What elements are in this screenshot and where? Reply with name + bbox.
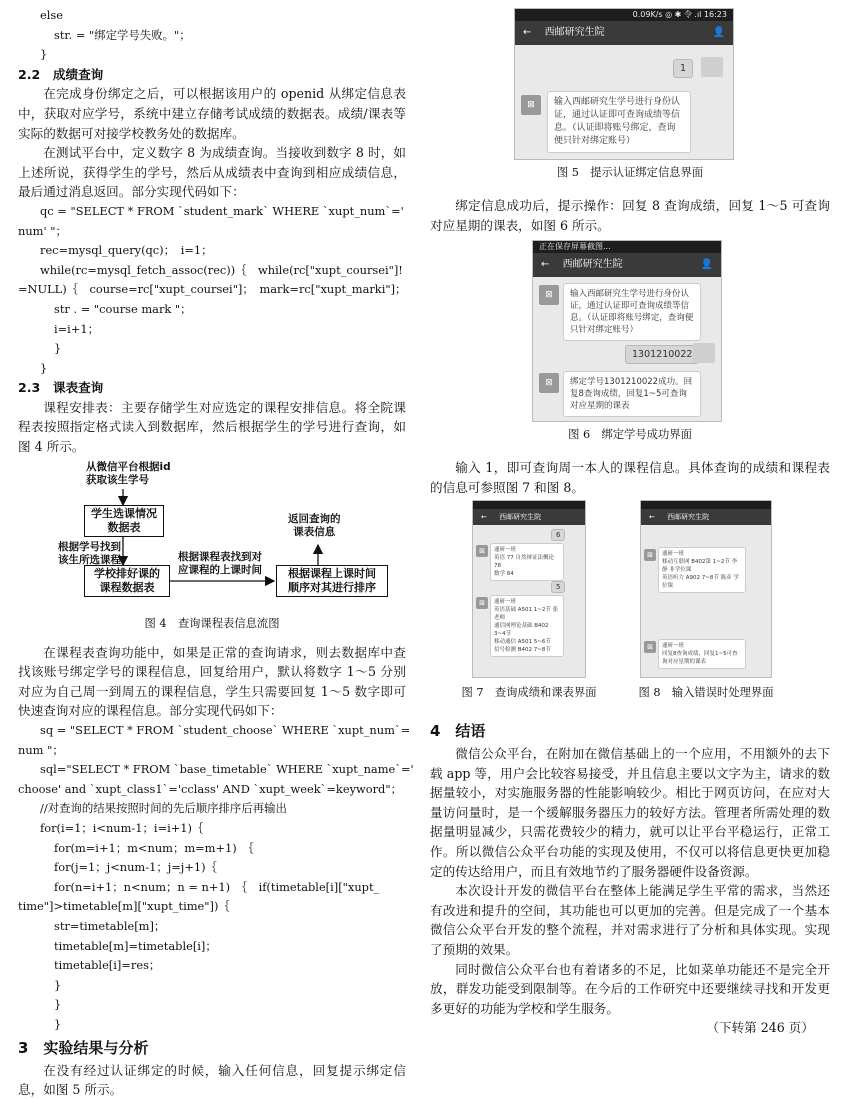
chat-title-bar <box>515 21 733 45</box>
paragraph: 绑定信息成功后，提示操作：回复 8 查询成绩，回复 1～5 可查询对应星期的课表，如图 6 所示。 <box>430 198 830 233</box>
code-line: i=i+1； <box>54 321 100 336</box>
figure-4-caption: 图 4 查询课程表信息流图 <box>144 616 280 630</box>
paragraph: 同时微信公众平台也有着诸多的不足，比如菜单功能还不是完全开放，群发功能受到限制等。在今后的工作研究中还要继续寻找和开发更多更好的功能为学校和学生服务。 <box>430 961 830 1016</box>
code-line: } <box>54 341 62 356</box>
bot-reply: 通研一班 英语基础 A501 1~2节 张老师 通信网理论基础 B402 3~4节 移动通信 A501 5~6节 信号检测 B402 7~8节 <box>490 595 564 657</box>
paragraph: 本次设计开发的微信平台在整体上能满足学生平常的需求，当然还有改进和提升的空间，其功能也可以更加的完善。但是完成了一个基本微信公众平台开发的整个流程，并对需求进行了分析和具体实现。实现了预期的效果。 <box>430 883 830 957</box>
bot-avatar-icon: ⊠ <box>476 545 488 557</box>
code-line: sql="SELECT * FROM `base_timetable` WHERE `xupt_name`=' <box>40 762 414 777</box>
chat-title: 西邮研究生院 <box>499 513 542 521</box>
status-bar <box>473 501 585 509</box>
bot-avatar-icon: ⊠ <box>644 641 656 653</box>
my-avatar <box>693 343 715 363</box>
chat-title-bar <box>641 509 771 525</box>
flow-label-left: 根据学号找到 该生所选课程 <box>58 540 121 566</box>
back-arrow-icon: ← <box>523 27 532 38</box>
code-line: } <box>54 977 62 992</box>
bot-avatar-icon: ⊠ <box>539 373 559 393</box>
code-line: } <box>54 997 62 1012</box>
status-bar: 正在保存屏幕截图... <box>533 241 721 253</box>
paragraph: 在课程表查询功能中，如果是正常的查询请求，则去数据库中查找该账号绑定学号的课程信息，回复给用户，默认将数字 1～5 分别对应为自己周一到周五的课程信息，学生只需要回复 1～5 数字即可快速查询对应的课程信息。部分实现代码如下： <box>18 644 406 719</box>
my-message: 1 <box>673 59 693 78</box>
code-line: } <box>54 1016 62 1031</box>
paragraph: 在没有经过认证绑定的时候，输入任何信息，回复提示绑定信息，如图 5 所示。 <box>18 1062 406 1098</box>
code-line: choose' and `xupt_class1`='cclass' AND `xupt_week`=keyword"； <box>18 781 402 796</box>
section-heading-3: 3 实验结果与分析 <box>18 1038 149 1057</box>
code-line: timetable[i]=res； <box>54 958 161 973</box>
flow-label-top: 从微信平台根据id 获取该生学号 <box>86 460 171 486</box>
bot-reply: 通研一班 移动互联网 B402第 1~2节 李静 非学位课 英语听力 A902 7~8节 陈彦 学位课 <box>658 547 746 593</box>
code-line: timetable[m]=timetable[i]； <box>54 938 217 953</box>
bot-avatar-icon: ⊠ <box>476 597 488 609</box>
code-line: for(j=1；j<num-1；j=j+1)｛ <box>54 860 217 875</box>
bot-avatar-icon: ⊠ <box>521 95 541 115</box>
my-message: 5 <box>551 581 565 593</box>
figure-8-screenshot <box>640 500 772 678</box>
flowchart-figure-4 <box>18 461 406 611</box>
code-line: qc = "SELECT * FROM `student_mark` WHERE `xupt_num`=' <box>40 203 404 218</box>
code-line: rec=mysql_query(qc)； i=1； <box>40 243 213 258</box>
code-line: } <box>40 360 48 375</box>
bot-avatar-icon: ⊠ <box>644 549 656 561</box>
figure-7-caption: 图 7 查询成绩和课表界面 <box>461 686 597 699</box>
paragraph: 课程安排表：主要存储学生对应选定的课程安排信息。将全院课程表按照指定格式读入到数据库，然后根据学生的学号进行查询，如图 4 所示。 <box>18 399 406 455</box>
chat-title-bar <box>473 509 585 525</box>
code-line: } <box>40 47 48 62</box>
paragraph: 微信公众平台，在附加在微信基础上的一个应用，不用额外的去下载 app 等，用户会比较容易接受，并且信息主要以文字为主，请求的数据量较小，对实施服务器的性能影响较少。相比于网页访问，在应对大量访问量时，是一个缓解服务器压力的较好方法。管理者所需处理的数据量明显减少，只需花费较少的精力，就可以让平台平稳运行，正常工作。所以微信公众平台功能的实现及使用，不仅可以将信息更快更加稳定的传达给用户，而且有效地节约了服务器硬件设备资源。 <box>430 746 830 879</box>
section-heading-2-3: 2.3 课表查询 <box>18 380 104 396</box>
continued-note: （下转第 246 页） <box>706 1020 814 1036</box>
code-line: str. = "绑定学号失败。"； <box>54 27 191 42</box>
code-line: while(rc=mysql_fetch_assoc(rec))｛ while(rc["xupt_coursei"]! <box>40 262 403 277</box>
bot-reply: 输入西邮研究生学号进行身份认证，通过认证即可查询成绩等信息。（认证即将账号绑定，查询便只针对绑定账号） <box>563 283 701 341</box>
bot-reply: 绑定学号1301210022成功。回复8查询成绩，回复1~5可查询对应星期的课表 <box>563 371 701 417</box>
bot-reply: 通研一班 回复8查询成绩，回复1~5可查询对应星期的课表 <box>658 639 746 669</box>
section-heading-2-2: 2.2 成绩查询 <box>18 66 104 82</box>
my-message: 6 <box>551 529 565 541</box>
my-avatar <box>701 57 723 77</box>
paragraph: 在测试平台中，定义数字 8 为成绩查询。当接收到数字 8 时，如上述所说，获得学生的学号，然后从成绩表中查询到相应成绩信息，最后通过消息返回。部分实现代码如下： <box>18 145 406 200</box>
user-icon: 👤 <box>712 27 725 38</box>
chat-title: 西邮研究生院 <box>667 513 710 521</box>
chat-title: 西邮研究生院 <box>562 259 623 270</box>
chat-title-bar <box>533 253 721 277</box>
figure-5-caption: 图 5 提示认证绑定信息界面 <box>556 166 704 179</box>
code-line: for(i=1；i<num-1；i=i+1)｛ <box>40 821 204 835</box>
my-message: 1301210022 <box>625 345 699 364</box>
bot-reply: 输入西邮研究生学号进行身份认证，通过认证即可查询成绩等信息。（认证即将账号绑定，查询便只针对绑定账号） <box>547 91 691 153</box>
back-arrow-icon: ← <box>481 513 487 521</box>
code-line: time"]>timetable[m]["xupt_time"])｛ <box>18 899 230 914</box>
figure-7-screenshot <box>472 500 586 678</box>
user-icon: 👤 <box>700 259 713 270</box>
code-line: num' "； <box>18 223 67 238</box>
flow-box-course-table: 学校排好课的 课程数据表 <box>84 565 170 597</box>
paragraph: 输入 1，即可查询周一本人的课程信息。具体查询的成绩和课程表的信息可参照图 7 和图 8。 <box>430 460 830 495</box>
flow-box-sort: 根据课程上课时间 顺序对其进行排序 <box>276 565 388 597</box>
code-line: =NULL)｛ course=rc["xupt_coursei"]； mark=rc["xupt_marki"]； <box>18 282 407 297</box>
figure-6-caption: 图 6 绑定学号成功界面 <box>568 428 692 441</box>
code-line: for(n=i+1；n<num；n = n+1) ｛ if(timetable[i]["xupt_ <box>54 879 380 894</box>
code-line: str . = "course mark "； <box>54 301 192 316</box>
section-heading-4: 4 结语 <box>430 722 486 740</box>
code-line: str=timetable[m]； <box>54 918 166 933</box>
status-bar <box>641 501 771 509</box>
back-arrow-icon: ← <box>649 513 655 521</box>
code-line: for(m=i+1；m<num；m=m+1) ｛ <box>54 840 254 855</box>
code-line: num "； <box>18 742 64 757</box>
figure-8-caption: 图 8 输入错误时处理界面 <box>638 686 774 699</box>
code-line: else <box>40 8 63 22</box>
flow-box-student-choice: 学生选课情况 数据表 <box>84 505 164 537</box>
flow-label-mid: 根据课程表找到对 应课程的上课时间 <box>178 550 262 576</box>
bot-reply: 通研一班 英语 77 自然辩证法概论 78 数学 84 <box>490 543 564 581</box>
figure-5-screenshot <box>514 8 734 160</box>
back-arrow-icon: ← <box>541 259 550 270</box>
flow-label-right: 返回查询的 课表信息 <box>288 512 341 538</box>
left-column <box>18 0 414 1100</box>
status-bar: 0.09K/s ◎ ✱ 令 .ıl 16:23 <box>515 9 733 21</box>
paragraph: 在完成身份绑定之后，可以根据该用户的 openid 从绑定信息表中，获取对应学号，系统中建立存储考试成绩的数据表。成绩/课表等实际的数据可对接学校教务处的数据库。 <box>18 86 406 141</box>
code-line: sq = "SELECT * FROM `student_choose` WHERE `xupt_num`= <box>40 723 411 738</box>
code-line: //对查询的结果按照时间的先后顺序排序后再输出 <box>40 801 287 816</box>
conclusion-section <box>430 718 830 1038</box>
bot-avatar-icon: ⊠ <box>539 285 559 305</box>
figure-6-screenshot <box>532 240 722 422</box>
chat-title: 西邮研究生院 <box>544 27 605 38</box>
